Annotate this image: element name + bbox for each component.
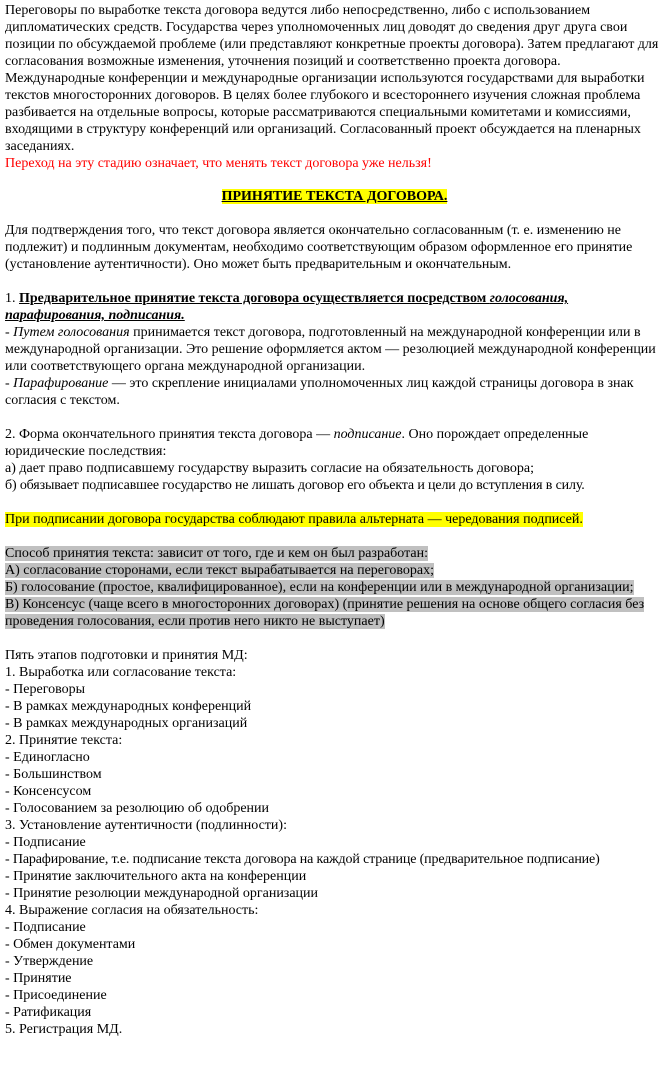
list-item: - Парафирование, т.е. подписание текста договора на каждой странице (предварительное подписание) — [5, 852, 600, 867]
preliminary-adoption-heading: 1. Предварительное принятие текста договора осуществляется посредством голосования, парафирования, подписания. — [5, 291, 569, 323]
list-item: - Голосованием за резолюцию об одобрении — [5, 801, 270, 816]
list-item: 4. Выражение согласия на обязательность: — [5, 903, 259, 918]
list-item: - Принятие резолюции международной организации — [5, 886, 319, 901]
section-title-block — [5, 188, 664, 205]
intro-paragraph-conferences: Международные конференции и международные организации используются государствами для выработки текстов многосторонних договоров. В целях более глубокого и всестороннего изучения сложная проблема разбивается на отдельные вопросы, которые рассматриваются специальными комитетами и комиссиями, входящими в структуру конференций или организаций. Согласованный проект обсуждается на пленарных заседаниях. — [5, 71, 645, 154]
final-adoption-paragraph: 2. Форма окончательного принятия текста договора — подписание. Оно порождает определенные юридические последствия: — [5, 427, 589, 459]
methods-item-b: Б) голосование (простое, квалифицированное), если на конференции или в международной организации; — [5, 580, 634, 595]
list-item: - Переговоры — [5, 682, 86, 697]
list-item: - Консенсусом — [5, 784, 92, 799]
list-item: - Принятие — [5, 971, 72, 986]
stages-list — [5, 664, 664, 1038]
methods-item-c: В) Консенсус (чаще всего в многосторонних договорах) (принятие решения на основе общего согласия без проведения голосования, если против него никто не выступает) — [5, 597, 645, 629]
final-adoption-item-a: а) дает право подписавшему государству выразить согласие на обязательность договора; — [5, 461, 535, 476]
methods-item-a: А) согласование сторонами, если текст вырабатывается на переговорах; — [5, 563, 435, 578]
list-item: - Ратификация — [5, 1005, 92, 1020]
list-item: - Обмен документами — [5, 937, 136, 952]
list-item: 2. Принятие текста: — [5, 733, 123, 748]
list-item: - В рамках международных конференций — [5, 699, 252, 714]
list-item: - Подписание — [5, 920, 86, 935]
list-item: - Единогласно — [5, 750, 90, 765]
list-item: - Присоединение — [5, 988, 107, 1003]
list-item: - Утверждение — [5, 954, 94, 969]
stages-heading: Пять этапов подготовки и принятия МД: — [5, 648, 248, 663]
list-item: 5. Регистрация МД. — [5, 1022, 123, 1037]
authenticity-paragraph: Для подтверждения того, что текст договора является окончательно согласованным (т. е. изменению не подлежит) и подлинным документам, необходимо соответствующим образом оформленное его принятие (установление аутентичности). Оно может быть предварительным и окончательным. — [5, 223, 633, 272]
alternat-highlight: При подписании договора государства соблюдают правила альтерната — чередования подписей. — [5, 512, 583, 527]
section-title: ПРИНЯТИЕ ТЕКСТА ДОГОВОРА. — [221, 189, 448, 204]
voting-paragraph: - Путем голосования принимается текст договора, подготовленный на международной конференции или в международной организации. Это решение оформляется актом — резолюцией международной конференции или соответствующего органа международной организации. — [5, 325, 656, 374]
list-item: - Подписание — [5, 835, 86, 850]
list-item: - Принятие заключительного акта на конференции — [5, 869, 307, 884]
methods-heading: Способ принятия текста: зависит от того, где и кем он был разработан: — [5, 546, 428, 561]
list-item: 3. Установление аутентичности (подлинности): — [5, 818, 287, 833]
alternat-note — [5, 511, 664, 528]
intro-paragraph-negotiations: Переговоры по выработке текста договора ведутся либо непосредственно, либо с использованием дипломатических средств. Государства через уполномоченных лиц доводят до сведения друг друга свои позиции по обсуждаемой проблеме (или представляют конкретные проекты договора). Затем предлагают для согласования возможные изменения, уточнения позиций и соответственно проекта договора. — [5, 3, 659, 69]
list-item: - В рамках международных организаций — [5, 716, 248, 731]
initialling-paragraph: - Парафирование — это скрепление инициалами уполномоченных лиц каждой страницы договора в знак согласия с текстом. — [5, 376, 634, 408]
list-item: 1. Выработка или согласование текста: — [5, 665, 237, 680]
list-item: - Большинством — [5, 767, 102, 782]
red-warning-note: Переход на эту стадию означает, что менять текст договора уже нельзя! — [5, 156, 432, 171]
final-adoption-item-b: б) обязывает подписавшее государство не лишать договор его объекта и цели до вступления в силу. — [5, 478, 585, 493]
